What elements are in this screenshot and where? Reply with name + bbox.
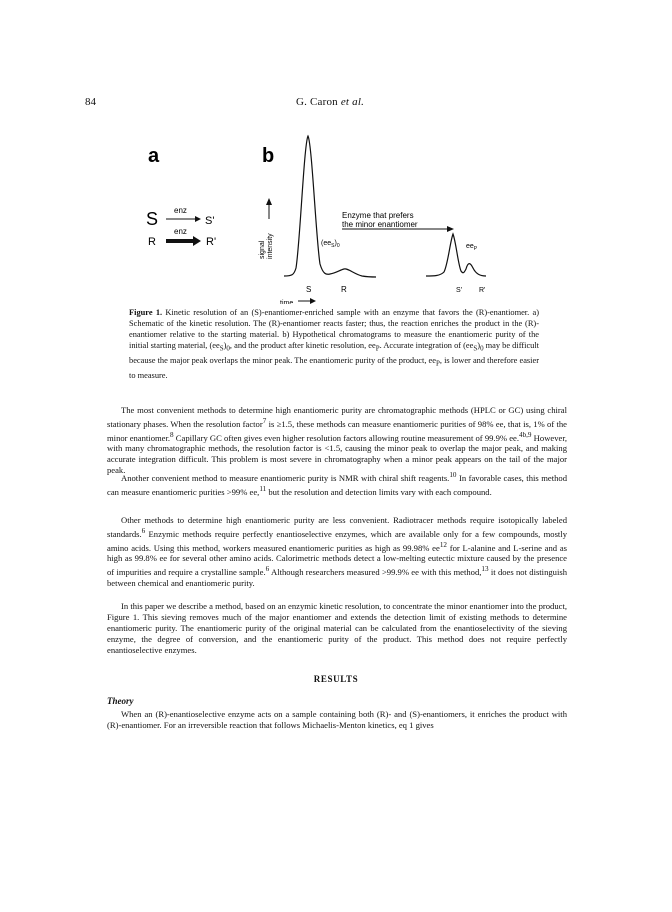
caption-text-part: , and the product after kinetic resolution, ee <box>229 341 376 351</box>
paragraph-theory <box>107 709 567 731</box>
citation: 7 <box>262 416 267 425</box>
annotation-enzyme-line2: the minor enantiomer <box>342 220 418 229</box>
citation: 10 <box>449 471 457 479</box>
running-head <box>85 96 575 108</box>
scheme-enz-top: enz <box>174 206 187 215</box>
figure-1-graphic <box>130 134 550 304</box>
citation: 13 <box>481 565 489 574</box>
page-number: 84 <box>85 96 96 108</box>
page-header <box>85 96 575 110</box>
arrow-slow-head <box>195 216 201 222</box>
figure-caption-text: Kinetic resolution of an (S)-enantiomer-enriched sample with an enzyme that favors the (R)-enantiomer. a) Schematic of the kinetic resolution. The (R)-enantiomer reacts faster; thus, the reaction enriches the product in the (R)-enantiomer relative to the starting material. b) Hypothetical chromatograms to measure the enantiomeric purity of the initial starting material, (ee <box>129 308 539 351</box>
caption-text-part: may be difficult because the major peak overlaps the minor peak. The enantiomeric purity of the product, ee <box>129 341 540 366</box>
section-title: RESULTS <box>313 674 359 684</box>
citation: 11 <box>259 484 267 493</box>
caption-subscript: 0 <box>226 344 230 353</box>
scheme-R: R <box>148 236 156 248</box>
caption-subscript: P <box>375 344 380 353</box>
chromatogram-start <box>284 136 376 277</box>
peak-S-label: S <box>306 285 312 294</box>
caption-text-part: . Accurate integration of (ee <box>379 341 474 351</box>
product-peak-S-label: S' <box>456 287 463 294</box>
caption-subscript: S <box>219 344 224 353</box>
product-peak-R-label: R' <box>479 287 486 294</box>
x-axis-label-time: time <box>280 300 294 304</box>
scheme-R-prime: R' <box>206 236 217 248</box>
annotation-substrate: $(ee_S)_0$ <box>321 240 340 249</box>
y-axis-label-signal: signal <box>259 240 266 259</box>
citation: 12 <box>439 540 447 549</box>
peak-R-label: R <box>341 285 347 294</box>
scheme-S-prime: S' <box>205 215 215 227</box>
caption-text-part: ) <box>223 341 227 351</box>
x-axis-arrow-head <box>310 298 316 304</box>
paragraph-other-methods: Other methods to determine high enantiomeric purity are less convenient. Radiotracer methods require isotopically labeled standards.$^6$ Enzymic methods require perfectly enantioselective enzymes, which are available only for a few compounds, mostly amino acids. Using this method, workers measured enantiomeric purities as high as 99.98% $ee^{12}$ for L-alanine and L-serine and as high as 99.8% ee for several other amino acids. Calorimetric methods detect a low-melting eutectic mixture caused by the presence of impurities and require a crystalline sample.$^6$ Although researchers measured >99.9% ee with this method,$^{13}$ it does not distinguish between chemical and enantiomeric purity. <box>107 515 567 589</box>
paragraph-text: When an (R)-enantioselective enzyme acts on a sample containing both (R)- and (S)-enantiomers, it enriches the product with (R)-enantiomer. For an irreversible reaction that follows Michaelis-Menton kinetics, eq 1 gives <box>107 709 567 730</box>
caption-subscript: P <box>436 359 440 368</box>
y-axis-arrow-head <box>266 198 272 205</box>
running-head-author: G. Caron <box>295 96 338 108</box>
caption-text-part: , is lower and therefore easier to measure. <box>129 356 540 380</box>
annotation-enzyme-line1: Enzyme that prefers <box>342 211 414 220</box>
chromatogram-product <box>426 234 486 276</box>
arrow-fast <box>166 236 201 246</box>
y-axis-label-intensity: intensity <box>267 233 274 259</box>
paragraph-nmr: Another convenient method to measure enantiomeric purity is NMR with chiral shift reagents.$^{10}$ In favorable cases, this method can measure enantiomeric purities >99% ee,$^{11}$ but the resolution and detection limits vary with each compound. <box>107 471 567 497</box>
running-head-etal: et al. <box>340 96 365 108</box>
figure-1 <box>130 134 550 304</box>
citation: 8 <box>170 430 174 439</box>
figure-caption-label: Figure 1. <box>129 308 163 317</box>
panel-b-label: b <box>262 145 275 167</box>
caption-text-part: ) <box>477 341 481 351</box>
caption-subscript: 0 <box>480 344 484 353</box>
citation: 6 <box>265 565 270 574</box>
paragraph-this-paper <box>107 601 567 656</box>
panel-a-label: a <box>148 145 160 167</box>
caption-subscript: S <box>473 344 478 353</box>
product-label: $ee_P$ <box>466 243 478 252</box>
paragraph-chromatography: The most convenient methods to determine high enantiomeric purity are chromatographic methods (HPLC or GC) using chiral stationary phases. When the resolution factor$^7$ is ≥1.5, these methods can measure enantiomeric purities of 98% ee, that is, 1% of the minor enantiomer.$^8$ Capillary GC often gives even higher resolution factors allowing routine measurement of 99.9% ee.$^{4b,9}$ However, with many chromatographic methods, the resolution factor is <1.5, causing the minor peak to overlap the major peak, and making accurate integration difficult. This problem is most severe in chromatography when a minor peak appears on the tail of the major peak. <box>107 405 567 476</box>
subsection-title: Theory <box>107 696 134 706</box>
annotation-arrow-head <box>447 226 454 232</box>
figure-caption <box>129 307 539 381</box>
citation: 6 <box>141 526 146 535</box>
paragraph-text: In this paper we describe a method, based on an enzymic kinetic resolution, to concentrate the minor enantiomer into the product, Figure 1. This sieving removes much of the major enantiomer and extends the detection limit of existing methods to determine enantiomeric purity. The enantiomeric purity of the original material can be calculated from the enantioselectivity of the sieving enzyme, the degree of conversion, and the enantiomeric purity of the product. This method does not require perfectly enantioselective enzymes. <box>107 601 567 655</box>
scheme-S: S <box>146 209 159 229</box>
citation: 4b,9 <box>518 430 532 439</box>
scheme-enz-bottom: enz <box>174 227 187 236</box>
